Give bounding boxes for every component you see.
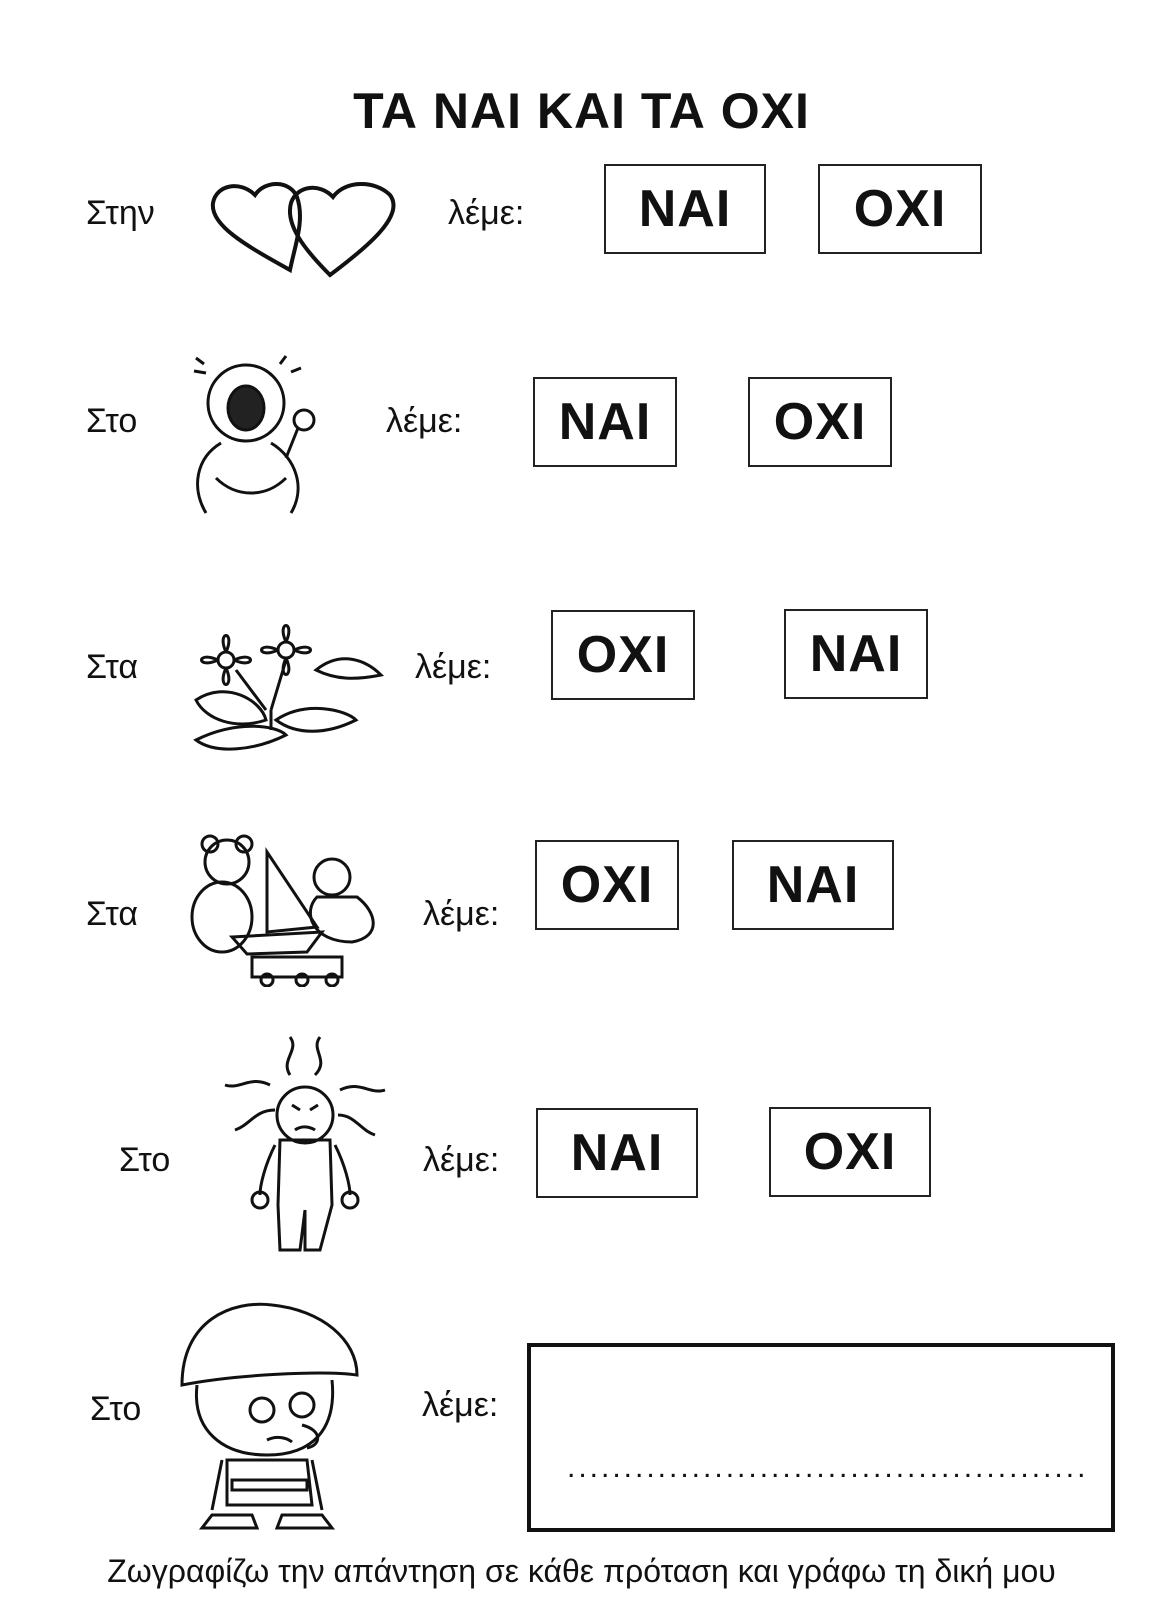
row-6-lead: Στο: [90, 1390, 142, 1428]
page-title: ΤΑ ΝΑΙ ΚΑΙ ΤΑ ΟΧΙ: [353, 83, 810, 139]
hearts-picture: [205, 175, 405, 285]
row-5-lead: Στο: [119, 1141, 171, 1179]
row-4-choice-right[interactable]: ΝΑΙ: [732, 840, 894, 930]
flowers-picture: [176, 620, 386, 755]
angry-child-picture: [220, 1035, 390, 1260]
row-4-lead: Στα: [86, 895, 138, 933]
row-2-lead: Στο: [86, 402, 138, 440]
instruction-footer: Ζωγραφίζω την απάντηση σε κάθε πρόταση και γράφω τη δική μου: [107, 1553, 1056, 1589]
row-1-choice-right[interactable]: ΟΧΙ: [818, 164, 982, 254]
row-3-choice-left[interactable]: ΟΧΙ: [551, 610, 695, 700]
row-6-verb: λέμε:: [422, 1386, 499, 1424]
crying-baby-picture: [176, 348, 326, 520]
row-1-verb: λέμε:: [448, 194, 525, 232]
row-3-choice-right[interactable]: ΝΑΙ: [784, 609, 928, 699]
row-5-verb: λέμε:: [423, 1141, 500, 1179]
row-2-verb: λέμε:: [386, 402, 463, 440]
row-5-choice-left[interactable]: ΝΑΙ: [536, 1108, 698, 1198]
row-3-verb: λέμε:: [415, 648, 492, 686]
row-4-choice-left[interactable]: ΟΧΙ: [535, 840, 679, 930]
row-4-verb: λέμε:: [423, 895, 500, 933]
row-1-lead: Στην: [86, 194, 155, 232]
row-1-choice-left[interactable]: ΝΑΙ: [604, 164, 766, 254]
soldier-picture: [172, 1300, 367, 1532]
row-3-lead: Στα: [86, 648, 138, 686]
drawing-answer-box[interactable]: [527, 1343, 1115, 1532]
answer-dotted-line[interactable]: ..............................................: [567, 1451, 1089, 1484]
row-2-choice-right[interactable]: ΟΧΙ: [748, 377, 892, 467]
row-5-choice-right[interactable]: ΟΧΙ: [769, 1107, 931, 1197]
row-2-choice-left[interactable]: ΝΑΙ: [533, 377, 677, 467]
toys-picture: [172, 832, 392, 987]
